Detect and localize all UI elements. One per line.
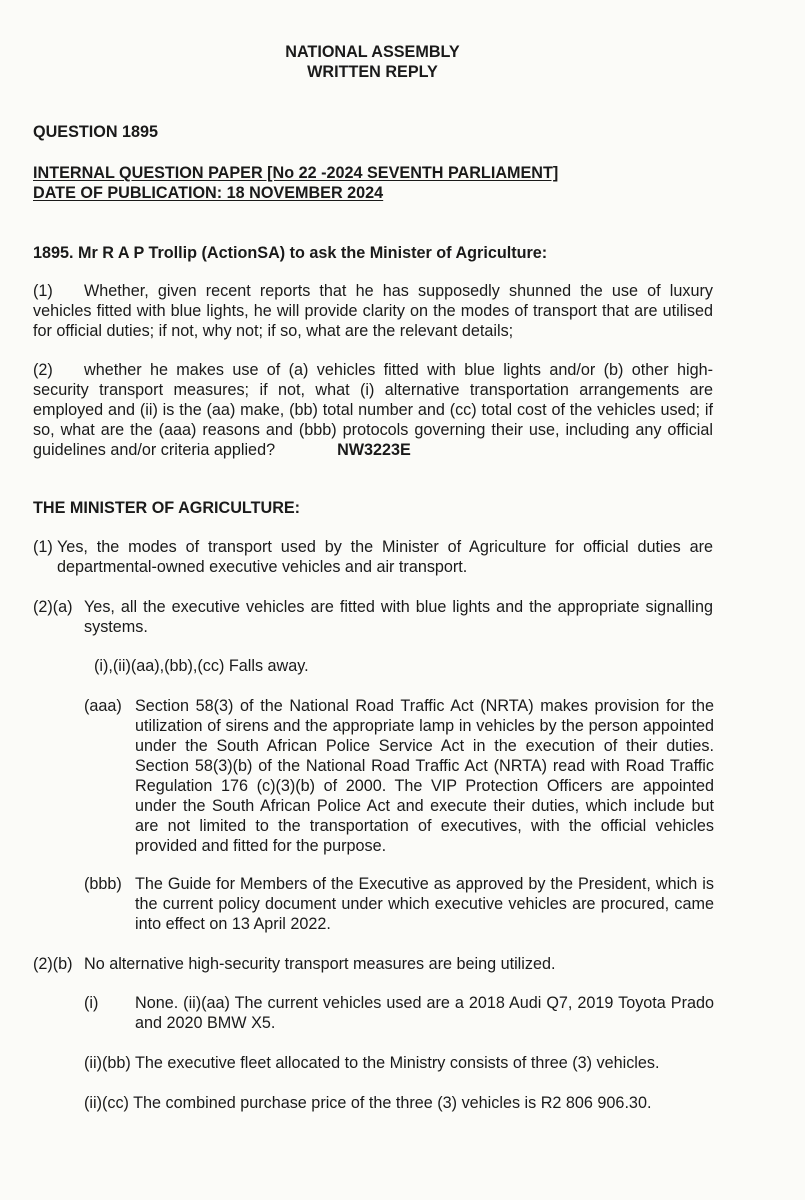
answer-2a-bbb-label: (bbb) bbox=[84, 875, 122, 893]
answer-2b-i-label: (i) bbox=[84, 994, 99, 1012]
header-line-2: WRITTEN REPLY bbox=[307, 63, 438, 81]
question-2-text: whether he makes use of (a) vehicles fitted with blue lights and/or (b) other high-security transport measures; if not, what (i) alternative transportation arrangements are employed and (ii) is the (aa) make, (bb) total number and (cc) total cost of the vehicles used; if so, what are the (aaa) reasons and (bbb) protocols governing their use, including any official guidelines and/or criteria applied? bbox=[33, 361, 713, 459]
answer-2a-i: (i),(ii)(aa),(bb),(cc) Falls away. bbox=[94, 657, 309, 675]
question-reference: NW3223E bbox=[337, 441, 411, 459]
question-2 bbox=[33, 360, 713, 460]
header-line-1: NATIONAL ASSEMBLY bbox=[285, 43, 460, 61]
answer-2a-aaa-text: Section 58(3) of the National Road Traffic Act (NRTA) makes provision for the utilization of sirens and the appropriate lamp in vehicles by the person appointed under the South African Police Service Act in the execution of their duties. Section 58(3)(b) of the National Road Traffic Act (NRTA) read with Road Traffic Regulation 176 (c)(3)(b) of 2000. The VIP Protection Officers are appointed under the South African Police Act and execute their duties, which include but are not limited to the transportation of executives, with the official vehicles provided and fitted for the purpose. bbox=[135, 697, 714, 855]
answer-2b-label: (2)(b) bbox=[33, 955, 73, 973]
answer-2a-aaa bbox=[84, 696, 714, 856]
answer-2a-label: (2)(a) bbox=[33, 598, 73, 616]
answer-2b bbox=[33, 954, 713, 974]
answer-2b-i-text: None. (ii)(aa) The current vehicles used are a 2018 Audi Q7, 2019 Toyota Prado and 2020 BMW X5. bbox=[135, 994, 714, 1032]
answer-2b-cc: (ii)(cc) The combined purchase price of the three (3) vehicles is R2 806 906.30. bbox=[84, 1094, 652, 1112]
answer-2b-text: No alternative high-security transport measures are being utilized. bbox=[84, 955, 556, 973]
question-2-label: (2) bbox=[33, 361, 53, 379]
question-1 bbox=[33, 281, 713, 341]
reply-heading: THE MINISTER OF AGRICULTURE: bbox=[33, 499, 301, 517]
answer-2a-bbb bbox=[84, 874, 714, 934]
answer-2b-bb: (ii)(bb) The executive fleet allocated to the Ministry consists of three (3) vehicles. bbox=[84, 1054, 660, 1072]
answer-2a-aaa-label: (aaa) bbox=[84, 697, 122, 715]
answer-2a-bbb-text: The Guide for Members of the Executive as approved by the President, which is the current policy document under which executive vehicles are procured, came into effect on 13 April 2022. bbox=[135, 875, 714, 933]
answer-2a bbox=[33, 597, 713, 637]
question-title: 1895. Mr R A P Trollip (ActionSA) to ask the Minister of Agriculture: bbox=[33, 244, 548, 262]
answer-2b-i bbox=[84, 993, 714, 1033]
question-paper-line: INTERNAL QUESTION PAPER [No 22 -2024 SEVENTH PARLIAMENT] bbox=[33, 164, 559, 182]
question-number: QUESTION 1895 bbox=[33, 123, 159, 141]
answer-1-label: (1) bbox=[33, 538, 53, 556]
publication-date-line: DATE OF PUBLICATION: 18 NOVEMBER 2024 bbox=[33, 184, 384, 202]
question-1-label: (1) bbox=[33, 282, 53, 300]
answer-1-text: Yes, the modes of transport used by the Minister of Agriculture for official duties are departmental-owned executive vehicles and air transport. bbox=[57, 538, 713, 576]
question-1-text: Whether, given recent reports that he has supposedly shunned the use of luxury vehicles fitted with blue lights, he will provide clarity on the modes of transport that are utilised for official duties; if not, why not; if so, what are the relevant details; bbox=[33, 282, 713, 340]
answer-2a-text: Yes, all the executive vehicles are fitted with blue lights and the appropriate signalling systems. bbox=[84, 598, 713, 636]
answer-1 bbox=[33, 537, 713, 577]
